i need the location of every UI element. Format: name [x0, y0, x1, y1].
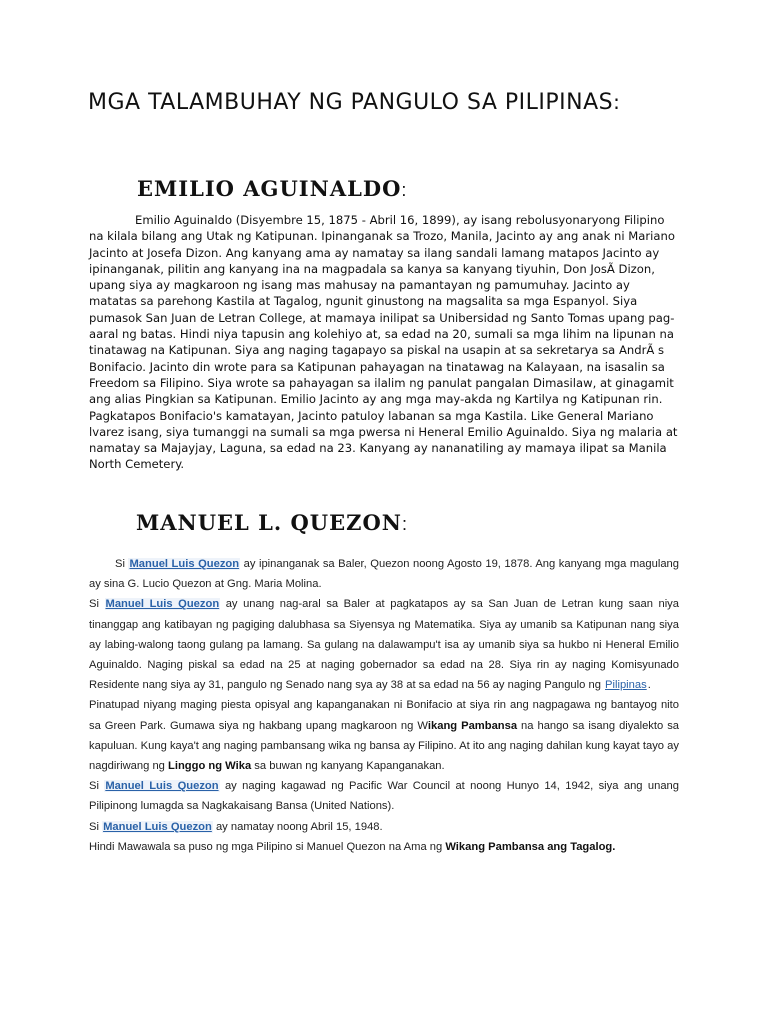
page-title-colon: :: [613, 90, 621, 114]
text-segment: Pinatupad niyang maging piesta opisyal ang kapanganakan ni Bonifacio at siya rin ang nagpagawa ng bantayog nito sa Green Park. Gumawa siya ng hakbang upang magkaroon ng W: [89, 699, 679, 732]
section-heading-quezon: [136, 510, 408, 535]
page-title: [88, 90, 620, 115]
quezon-paragraph-6: [89, 837, 679, 857]
text-segment: Si: [89, 820, 103, 833]
quezon-paragraph-4: [89, 776, 679, 816]
text-segment: Si: [115, 558, 129, 570]
text-segment: Si: [89, 598, 105, 611]
text-segment: ay naging kagawad ng Pacific War Council at noong Hunyo 14, 1942, siya ang unang Pilipinong lumagda sa Nagkakaisang Bansa (United Nations).: [89, 780, 679, 813]
pilipinas-link[interactable]: Pilipinas: [605, 679, 647, 692]
text-segment: Si: [89, 780, 105, 793]
section-heading-aguinaldo: [137, 176, 407, 201]
heading-aguinaldo-text: EMILIO AGUINALDO: [137, 176, 402, 201]
manuel-quezon-link[interactable]: Manuel Luis Quezon: [105, 598, 220, 611]
manuel-quezon-link[interactable]: Manuel Luis Quezon: [103, 820, 212, 833]
heading-quezon-colon: :: [401, 514, 408, 534]
text-segment: ay ipinanganak sa Baler, Quezon noong Agosto 19, 1878. Ang kanyang mga magulang ay sina G. Lucio Quezon at Gng. Maria Molina.: [89, 558, 680, 591]
text-segment: .: [647, 679, 651, 692]
quezon-paragraph-1: [89, 554, 679, 594]
quezon-paragraph-5: [89, 817, 679, 837]
bold-wikang-pambansa-tagalog: Wikang Pambansa ang Tagalog.: [445, 840, 616, 853]
text-segment: Hindi Mawawala sa puso ng mga Pilipino si Manuel Quezon na Ama ng: [89, 840, 446, 853]
heading-aguinaldo-colon: :: [401, 180, 408, 200]
manuel-quezon-link[interactable]: Manuel Luis Quezon: [129, 558, 240, 570]
quezon-paragraph-3: [89, 695, 679, 776]
text-segment: na hango sa isang diyalekto sa kapuluan. Kung kaya't ang naging pambansang wika ng bansa ay Filipino. At ito ang naging dahilan kung kayat tayo ay nagdiriwang ng: [89, 719, 680, 773]
heading-quezon-text: MANUEL L. QUEZON: [136, 510, 402, 535]
manuel-quezon-link[interactable]: Manuel Luis Quezon: [105, 780, 219, 793]
bold-wikang-pambansa: ikang Pambansa: [427, 719, 518, 732]
text-segment: ay namatay noong Abril 15, 1948.: [212, 820, 383, 833]
quezon-paragraph-2: [89, 594, 679, 695]
text-segment: ay unang nag-aral sa Baler at pagkatapos ay sa San Juan de Letran kung saan niya tinanggap ang katibayan ng pagiging dalubhasa sa Siyensya ng Matematika. Siya ay umanib sa Katipunan nang siya ay labing-walong taong gulang pa lamang. Sa gulang na dalawampu't isa ay umanib siya sa hukbo ni Heneral Emilio Aguinaldo. Naging piskal sa edad na 25 at naging gobernador sa edad na 28. Siya rin ay naging Komisyunado Residente nang siya ay 31, pangulo ng Senado nang sya ay 38 at sa edad na 56 ay naging Pangulo ng: [89, 598, 679, 692]
quezon-biography: [89, 554, 679, 857]
aguinaldo-biography-paragraph: Emilio Aguinaldo (Disyembre 15, 1875 - Abril 16, 1899), ay isang rebolusyonaryong Filipino na kilala bilang ang Utak ng Katipunan. Ipinanganak sa Trozo, Manila, Jacinto ay ang anak ni Mariano Jacinto at Josefa Dizon. Ang kanyang ama ay namatay sa ilang sandali lamang matapos Jacinto ay ipinanganak, pilitin ang kanyang ina na magpadala sa kanya sa kanyang tiyuhin, Don JosÃ Dizon, upang siya ay magkaroon ng isang mas mahusay na pamantayan ng pamumuhay. Jacinto ay matatas sa parehong Kastila at Tagalog, ngunit ginustong na magsalita sa mga Espanyol. Siya pumasok San Juan de Letran College, at mamaya inilipat sa Unibersidad ng Santo Tomas upang pag-aaral ng batas. Hindi niya tapusin ang kolehiyo at, sa edad na 20, sumali sa mga lihim na lipunan na tinatawag na Katipunan. Siya ang naging tagapayo sa piskal na usapin at sa sekretarya sa AndrÃ s Bonifacio. Jacinto din wrote para sa Katipunan pahayagan na tinatawag na Kalayaan, na isasalin sa Freedom sa Filipino. Siya wrote sa pahayagan sa ilalim ng panulat pangalan Dimasilaw, at ginagamit ang alias Pingkian sa Katipunan. Emilio Jacinto ay ang mga may-akda ng Kartilya ng Katipunan rin. Pagkatapos Bonifacio's kamatayan, Jacinto patuloy labanan sa mga Kastila. Like General Mariano lvarez isang, siya tumanggi na sumali sa mga pwersa ni Heneral Emilio Aguinaldo. Siya ng malaria at namatay sa Majayjay, Laguna, sa edad na 23. Kanyang ay nananatiling ay mamaya ilipat sa Manila North Cemetery.: [89, 213, 678, 472]
page-title-text: MGA TALAMBUHAY NG PANGULO SA PILIPINAS: [88, 90, 614, 115]
bold-linggo-ng-wika: Linggo ng Wika: [168, 760, 252, 773]
text-segment: sa buwan ng kanyang Kapanganakan.: [251, 760, 445, 773]
